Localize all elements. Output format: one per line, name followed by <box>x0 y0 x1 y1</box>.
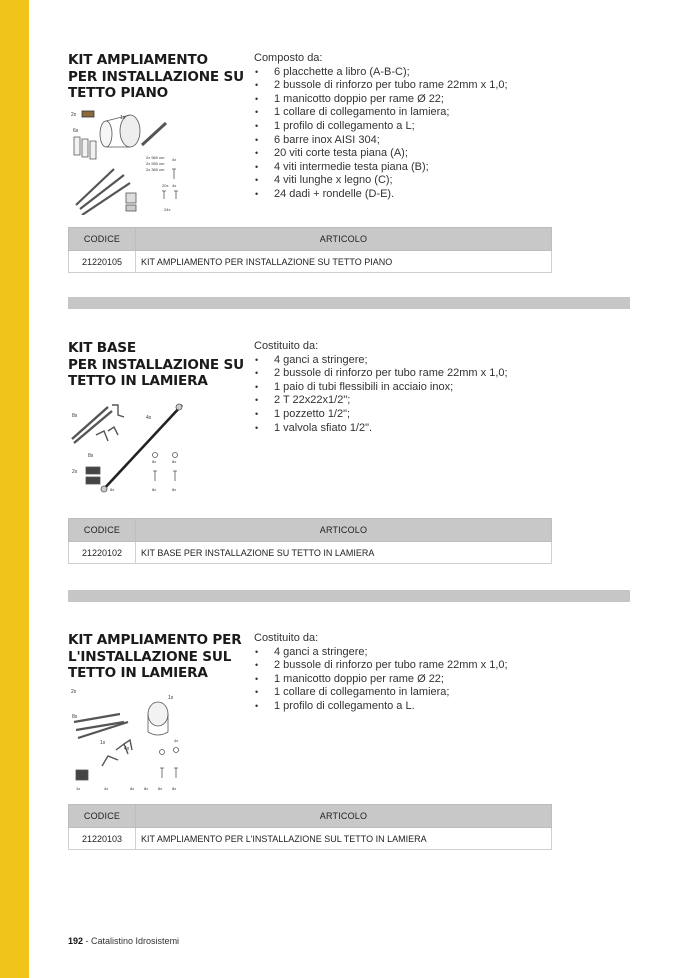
article-code: 21220102 <box>69 542 136 564</box>
image-label: 4x <box>172 183 177 188</box>
image-label: 2x <box>71 689 77 695</box>
table-header-code: CODICE <box>69 228 136 251</box>
product-section-3 <box>68 632 630 857</box>
list-item: • 1 collare di collegamento in lamiera; <box>254 686 508 700</box>
title-line: KIT BASE <box>68 340 136 356</box>
section-separator <box>68 590 630 602</box>
list-item: • 1 pozzetto 1/2"; <box>254 408 508 422</box>
article-code: 21220105 <box>69 251 136 273</box>
composition-intro: Composto da: <box>254 52 323 64</box>
table-header-code: CODICE <box>69 519 136 542</box>
image-label: 8x <box>72 714 78 720</box>
composition-list <box>254 646 508 714</box>
list-item: • 1 collare di collegamento in lamiera; <box>254 106 508 120</box>
page-number: 192 <box>68 936 84 946</box>
sidebar-stripe <box>0 0 29 978</box>
title-line: KIT AMPLIAMENTO PER <box>68 632 242 648</box>
image-label: 2x 950 cm <box>146 161 165 166</box>
table-row <box>69 542 552 564</box>
table-header-article: ARTICOLO <box>136 519 552 542</box>
image-label: 4x <box>146 415 152 421</box>
article-code: 21220103 <box>69 828 136 850</box>
image-label: 8x <box>152 459 157 464</box>
article-table <box>68 804 552 850</box>
image-label: 8x <box>144 786 149 791</box>
article-name: KIT AMPLIAMENTO PER L'INSTALLAZIONE SUL TETTO IN LAMIERA <box>136 828 552 850</box>
product-illustration <box>68 109 186 215</box>
image-label: 6x <box>73 128 79 134</box>
section-separator <box>68 297 630 309</box>
product-title <box>68 632 248 682</box>
image-label: 2x 960 cm <box>146 155 165 160</box>
title-line: KIT AMPLIAMENTO <box>68 52 208 68</box>
list-item: • 20 viti corte testa piana (A); <box>254 147 508 161</box>
page-footer <box>68 936 179 946</box>
list-item: • 24 dadi + rondelle (D-E). <box>254 188 508 202</box>
table-row <box>69 251 552 273</box>
article-name: KIT BASE PER INSTALLAZIONE SU TETTO IN LAMIERA <box>136 542 552 564</box>
table-row <box>69 828 552 850</box>
image-label: 8x <box>158 786 163 791</box>
list-item: • 1 valvola sfiato 1/2". <box>254 422 508 436</box>
title-line: TETTO PIANO <box>68 85 168 101</box>
image-label: 8x <box>88 453 94 459</box>
composition-intro: Costituito da: <box>254 340 319 352</box>
list-item: • 4 ganci a stringere; <box>254 646 508 660</box>
product-title <box>68 340 248 390</box>
composition-list <box>254 66 508 202</box>
list-item: • 1 profilo di collegamento a L; <box>254 120 508 134</box>
list-item: • 4 viti lunghe x legno (C); <box>254 174 508 188</box>
table-header-code: CODICE <box>69 805 136 828</box>
article-table <box>68 227 552 273</box>
list-item: • 4 ganci a stringere; <box>254 354 508 368</box>
image-label: 8x <box>110 487 115 492</box>
image-label: 24x <box>164 207 171 212</box>
product-illustration <box>68 686 186 792</box>
image-label: 8x <box>172 786 177 791</box>
article-name: KIT AMPLIAMENTO PER INSTALLAZIONE SU TETTO PIANO <box>136 251 552 273</box>
image-label: 1x <box>168 695 174 701</box>
image-label: 1x <box>100 740 106 746</box>
image-label: 8x <box>72 413 78 419</box>
product-title <box>68 52 248 102</box>
list-item: • 4 viti intermedie testa piana (B); <box>254 161 508 175</box>
list-item: • 6 barre inox AISI 304; <box>254 134 508 148</box>
list-item: • 2 T 22x22x1/2"; <box>254 394 508 408</box>
image-label: 2x <box>72 469 78 475</box>
image-label: 8x <box>152 487 157 492</box>
image-label: 2x <box>71 112 77 118</box>
title-line: TETTO IN LAMIERA <box>68 373 208 389</box>
list-item: • 2 bussole di rinforzo per tubo rame 22mm x 1,0; <box>254 659 508 673</box>
title-line: L'INSTALLAZIONE SUL <box>68 648 232 665</box>
image-label: 20x <box>162 183 169 188</box>
article-table <box>68 518 552 564</box>
product-section-2 <box>68 340 630 565</box>
product-illustration <box>68 395 186 499</box>
list-item: • 2 bussole di rinforzo per tubo rame 22mm x 1,0; <box>254 367 508 381</box>
image-label: 4x <box>174 738 179 743</box>
list-item: • 1 manicotto doppio per rame Ø 22; <box>254 673 508 687</box>
composition-intro: Costituito da: <box>254 632 319 644</box>
image-label: 8x <box>172 487 177 492</box>
footer-text: - Catalistino Idrosistemi <box>83 936 180 946</box>
list-item: • 1 manicotto doppio per rame Ø 22; <box>254 93 508 107</box>
product-section-1 <box>68 52 630 277</box>
image-label: 8x <box>172 459 177 464</box>
image-label: 4x <box>104 786 109 791</box>
image-label: 1x <box>120 115 126 121</box>
composition-list <box>254 354 508 436</box>
title-line: PER INSTALLAZIONE SU <box>68 356 244 373</box>
image-label: 4x <box>172 157 177 162</box>
image-label: 4x <box>124 746 130 752</box>
image-label: 1x <box>76 786 81 791</box>
image-label: 2x 360 cm <box>146 167 165 172</box>
list-item: • 1 profilo di collegamento a L. <box>254 700 508 714</box>
list-item: • 1 paio di tubi flessibili in acciaio inox; <box>254 381 508 395</box>
table-header-article: ARTICOLO <box>136 228 552 251</box>
title-line: TETTO IN LAMIERA <box>68 665 208 681</box>
image-label: 8x <box>130 786 135 791</box>
list-item: • 2 bussole di rinforzo per tubo rame 22mm x 1,0; <box>254 79 508 93</box>
list-item: • 6 placchette a libro (A-B-C); <box>254 66 508 80</box>
table-header-article: ARTICOLO <box>136 805 552 828</box>
title-line: PER INSTALLAZIONE SU <box>68 68 244 85</box>
